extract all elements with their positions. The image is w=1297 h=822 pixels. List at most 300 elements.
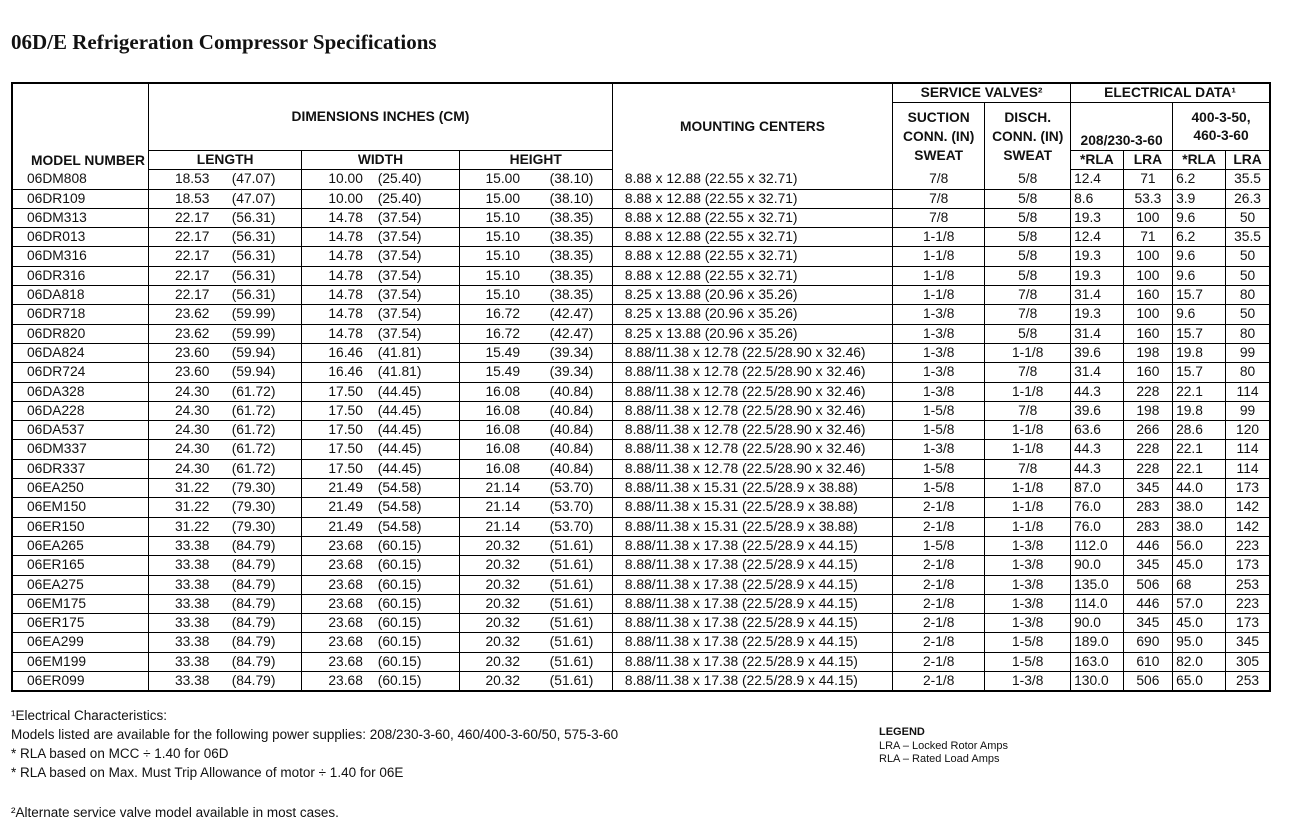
- disch-conn-cell: 7/8: [985, 459, 1071, 478]
- suction-conn-cell: 7/8: [893, 189, 985, 208]
- height-cm-cell: (38.35): [540, 228, 613, 247]
- compressor-spec-table: [11, 82, 1271, 692]
- width-cm-cell: (60.15): [368, 633, 459, 652]
- disch-conn-header: DISCH. CONN. (IN) SWEAT: [985, 103, 1071, 170]
- mounting-centers-cell: 8.88 x 12.88 (22.55 x 32.71): [612, 170, 892, 189]
- disch-conn-cell: 1-1/8: [985, 343, 1071, 362]
- height-cm-cell: (40.84): [540, 421, 613, 440]
- rla-208-cell: 163.0: [1071, 652, 1124, 671]
- length-cm-cell: (61.72): [222, 440, 302, 459]
- width-cm-cell: (44.45): [368, 459, 459, 478]
- rla-460-cell: 19.8: [1173, 401, 1226, 420]
- mounting-centers-cell: 8.88/11.38 x 17.38 (22.5/28.9 x 44.15): [612, 633, 892, 652]
- model-number-cell: 06DA537: [12, 421, 148, 440]
- model-number-cell: 06ER099: [27, 673, 85, 689]
- suction-conn-cell: 1-1/8: [893, 266, 985, 285]
- rla-208-cell: 87.0: [1071, 479, 1124, 498]
- disch-conn-cell: 1-1/8: [985, 517, 1071, 536]
- length-in-cell: 33.38: [148, 633, 221, 652]
- lra-460-cell: 114: [1226, 382, 1270, 401]
- mounting-centers-cell: 8.88/11.38 x 12.78 (22.5/28.90 x 32.46): [612, 363, 892, 382]
- rla-460-cell: 9.6: [1173, 305, 1226, 324]
- lra-208-cell: 228: [1123, 459, 1172, 478]
- suction-conn-cell: 1-3/8: [893, 363, 985, 382]
- suction-conn-cell: 1-1/8: [893, 286, 985, 305]
- length-cm-cell: (79.30): [222, 498, 302, 517]
- lra-460-header: LRA: [1226, 151, 1270, 170]
- height-cm-cell: (53.70): [540, 479, 613, 498]
- length-cm-cell: (84.79): [231, 673, 276, 689]
- length-in-cell: 24.30: [148, 401, 221, 420]
- rla-06e-note: * RLA based on Max. Must Trip Allowance of motor ÷ 1.40 for 06E: [11, 765, 404, 780]
- width-cm-cell: (37.54): [368, 208, 459, 227]
- lra-460-cell: 173: [1226, 479, 1270, 498]
- rla-208-cell: 114.0: [1071, 594, 1124, 613]
- height-cm-cell: (40.84): [540, 401, 613, 420]
- rla-460-cell: 57.0: [1173, 594, 1226, 613]
- lra-208-cell: 160: [1123, 363, 1172, 382]
- mounting-centers-cell: 8.88/11.38 x 17.38 (22.5/28.9 x 44.15): [612, 594, 892, 613]
- rla-460-cell: 82.0: [1173, 652, 1226, 671]
- table-row: [12, 459, 1270, 478]
- width-cm-cell: (37.54): [368, 266, 459, 285]
- lra-460-cell: 35.5: [1226, 170, 1270, 189]
- lra-208-cell: 506: [1123, 575, 1172, 594]
- disch-conn-cell: 7/8: [985, 401, 1071, 420]
- suction-conn-cell: 2-1/8: [893, 498, 985, 517]
- height-in-cell: 15.10: [459, 266, 540, 285]
- width-cm-cell: (60.15): [368, 536, 459, 555]
- height-cm-cell: (53.70): [540, 517, 613, 536]
- height-in-cell: 15.10: [459, 228, 540, 247]
- length-cm-cell: (47.07): [222, 170, 302, 189]
- model-number-cell: 06DR337: [12, 459, 148, 478]
- height-header: HEIGHT: [459, 151, 612, 170]
- suction-conn-cell: 1-3/8: [893, 382, 985, 401]
- lra-460-cell: 80: [1226, 286, 1270, 305]
- width-cm-cell: (44.45): [368, 401, 459, 420]
- rla-460-cell: 28.6: [1173, 421, 1226, 440]
- lra-208-cell: 53.3: [1123, 189, 1172, 208]
- width-cm-cell: (54.58): [368, 498, 459, 517]
- height-in-cell: 20.32: [459, 633, 540, 652]
- length-cm-cell: (56.31): [222, 228, 302, 247]
- rla-208-cell: 19.3: [1071, 266, 1124, 285]
- mounting-centers-cell: 8.88 x 12.88 (22.55 x 32.71): [612, 266, 892, 285]
- lra-460-cell: 99: [1226, 401, 1270, 420]
- mounting-centers-cell: 8.88/11.38 x 17.38 (22.5/28.9 x 44.15): [612, 536, 892, 555]
- width-in-cell: 14.78: [302, 266, 368, 285]
- model-number-cell: 06DA228: [12, 401, 148, 420]
- lra-460-cell: 142: [1226, 517, 1270, 536]
- rla-460-cell: 22.1: [1173, 382, 1226, 401]
- length-in-cell: 18.53: [148, 170, 221, 189]
- legend-rla: RLA – Rated Load Amps: [879, 753, 1000, 765]
- lra-460-cell: 120: [1226, 421, 1270, 440]
- rla-208-header: *RLA: [1071, 151, 1124, 170]
- length-in-cell: 31.22: [148, 479, 221, 498]
- lra-208-cell: 160: [1123, 286, 1172, 305]
- height-cm-cell: (51.61): [540, 614, 613, 633]
- disch-conn-cell: 1-3/8: [985, 556, 1071, 575]
- model-number-cell: 06EM150: [12, 498, 148, 517]
- length-cm-cell: (79.30): [222, 479, 302, 498]
- height-cm-cell: (51.61): [540, 575, 613, 594]
- width-in-cell: 23.68: [302, 556, 368, 575]
- voltage-400-header: 400-3-50, 460-3-60: [1173, 103, 1270, 151]
- rla-208-cell: 31.4: [1071, 324, 1124, 343]
- length-cm-cell: (61.72): [222, 459, 302, 478]
- disch-conn-cell: 7/8: [985, 305, 1071, 324]
- disch-conn-cell: 1-1/8: [985, 440, 1071, 459]
- lra-460-cell: 114: [1226, 459, 1270, 478]
- suction-conn-header: SUCTION CONN. (IN) SWEAT: [893, 103, 985, 170]
- disch-conn-cell: 7/8: [985, 286, 1071, 305]
- table-row: [12, 286, 1270, 305]
- disch-conn-cell: 1-5/8: [985, 652, 1071, 671]
- width-in-cell: 23.68: [302, 633, 368, 652]
- length-header: LENGTH: [148, 151, 301, 170]
- width-cm-cell: (25.40): [368, 170, 459, 189]
- length-cm-cell: (59.99): [222, 324, 302, 343]
- length-in-cell: 18.53: [148, 189, 221, 208]
- model-number-header: MODEL NUMBER: [31, 152, 145, 168]
- mounting-centers-cell: 8.25 x 13.88 (20.96 x 35.26): [612, 324, 892, 343]
- table-row: [12, 556, 1270, 575]
- table-row: [12, 575, 1270, 594]
- rla-208-cell: 44.3: [1071, 459, 1124, 478]
- height-cm-cell: (42.47): [540, 305, 613, 324]
- mounting-centers-cell: 8.88/11.38 x 15.31 (22.5/28.9 x 38.88): [612, 498, 892, 517]
- suction-conn-cell: 2-1/8: [893, 594, 985, 613]
- model-number-cell: 06DA824: [12, 343, 148, 362]
- suction-conn-cell: 1-5/8: [893, 459, 985, 478]
- rla-460-cell: 56.0: [1173, 536, 1226, 555]
- width-cm-cell: (60.15): [368, 575, 459, 594]
- mounting-centers-cell: 8.25 x 13.88 (20.96 x 35.26): [612, 305, 892, 324]
- width-in-cell: 17.50: [302, 440, 368, 459]
- model-number-cell: 06EA275: [12, 575, 148, 594]
- length-in-cell: 23.60: [148, 343, 221, 362]
- rla-208-cell: 90.0: [1071, 614, 1124, 633]
- disch-conn-cell: 5/8: [985, 170, 1071, 189]
- length-cm-cell: (59.99): [222, 305, 302, 324]
- lra-208-cell: 71: [1123, 170, 1172, 189]
- mounting-centers-cell: 8.88/11.38 x 12.78 (22.5/28.90 x 32.46): [612, 421, 892, 440]
- legend: [879, 726, 1008, 767]
- rla-460-cell: 22.1: [1173, 440, 1226, 459]
- width-in-cell: 14.78: [302, 208, 368, 227]
- lra-208-cell: 100: [1123, 247, 1172, 266]
- legend-title: LEGEND: [879, 726, 925, 738]
- lra-208-cell: 446: [1123, 594, 1172, 613]
- width-in-cell: 14.78: [302, 286, 368, 305]
- electrical-data-header: ELECTRICAL DATA¹: [1071, 83, 1270, 103]
- rla-460-cell: 45.0: [1173, 556, 1226, 575]
- disch-conn-cell: 5/8: [985, 208, 1071, 227]
- model-number-cell: 06DM316: [12, 247, 148, 266]
- mounting-centers-cell: 8.88/11.38 x 17.38 (22.5/28.9 x 44.15): [612, 652, 892, 671]
- table-row: [12, 498, 1270, 517]
- model-number-cell: 06EA265: [12, 536, 148, 555]
- rla-208-cell: 39.6: [1071, 343, 1124, 362]
- lra-460-cell: 114: [1226, 440, 1270, 459]
- height-in-cell: 15.00: [459, 189, 540, 208]
- length-in-cell: 22.17: [148, 228, 221, 247]
- lra-208-header: LRA: [1123, 151, 1172, 170]
- width-in-cell: 14.78: [302, 324, 368, 343]
- width-in-cell: 21.49: [302, 479, 368, 498]
- table-row: [12, 363, 1270, 382]
- rla-208-cell: 112.0: [1071, 536, 1124, 555]
- height-in-cell: 15.49: [459, 363, 540, 382]
- width-in-cell: 10.00: [302, 170, 368, 189]
- mounting-centers-cell: 8.88/11.38 x 17.38 (22.5/28.9 x 44.15): [612, 672, 892, 692]
- height-in-cell: 15.10: [459, 208, 540, 227]
- model-number-cell: 06DM337: [12, 440, 148, 459]
- length-in-cell: 33.38: [148, 672, 221, 692]
- lra-208-cell: 610: [1123, 652, 1172, 671]
- width-in-cell: 14.78: [302, 228, 368, 247]
- length-in-cell: 33.38: [148, 536, 221, 555]
- disch-conn-cell: 1-3/8: [985, 614, 1071, 633]
- page-title: 06D/E Refrigeration Compressor Specifications: [11, 30, 437, 54]
- height-in-cell: 16.72: [459, 305, 540, 324]
- width-in-cell: 16.46: [302, 343, 368, 362]
- suction-conn-cell: 1-3/8: [893, 343, 985, 362]
- suction-conn-cell: 1-1/8: [893, 228, 985, 247]
- disch-conn-cell: 1-3/8: [985, 575, 1071, 594]
- disch-conn-cell: 5/8: [985, 228, 1071, 247]
- rla-208-cell: 44.3: [1071, 440, 1124, 459]
- height-in-cell: 16.08: [459, 382, 540, 401]
- rla-460-cell: 3.9: [1173, 189, 1226, 208]
- lra-208-cell: 228: [1123, 440, 1172, 459]
- rla-208-cell: 19.3: [1071, 305, 1124, 324]
- width-cm-cell: (60.15): [368, 556, 459, 575]
- width-cm-cell: (60.15): [368, 652, 459, 671]
- suction-conn-cell: 2-1/8: [893, 517, 985, 536]
- width-in-cell: 14.78: [302, 247, 368, 266]
- table-row: [12, 247, 1270, 266]
- suction-conn-cell: 1-5/8: [893, 421, 985, 440]
- height-cm-cell: (40.84): [540, 440, 613, 459]
- rla-208-cell: 189.0: [1071, 633, 1124, 652]
- mounting-centers-cell: 8.88/11.38 x 15.31 (22.5/28.9 x 38.88): [612, 479, 892, 498]
- lra-460-cell: 80: [1226, 363, 1270, 382]
- disch-conn-cell: 7/8: [985, 363, 1071, 382]
- height-in-cell: 20.32: [459, 536, 540, 555]
- width-cm-cell: (44.45): [368, 382, 459, 401]
- disch-conn-cell: 5/8: [985, 266, 1071, 285]
- rla-460-cell: 45.0: [1173, 614, 1226, 633]
- length-cm-cell: (61.72): [222, 421, 302, 440]
- lra-460-cell: 50: [1226, 247, 1270, 266]
- height-in-cell: 15.49: [459, 343, 540, 362]
- rla-460-cell: 22.1: [1173, 459, 1226, 478]
- width-cm-cell: (41.81): [368, 363, 459, 382]
- model-number-cell: 06DR724: [12, 363, 148, 382]
- rla-460-cell: 6.2: [1173, 170, 1226, 189]
- suction-conn-cell: 1-5/8: [893, 479, 985, 498]
- suction-conn-cell: 1-1/8: [893, 247, 985, 266]
- width-cm-cell: (44.45): [368, 440, 459, 459]
- width-in-cell: 17.50: [302, 401, 368, 420]
- table-row: [12, 324, 1270, 343]
- legend-lra: LRA – Locked Rotor Amps: [879, 739, 1009, 752]
- suction-conn-cell: 1-3/8: [893, 305, 985, 324]
- lra-208-cell: 266: [1123, 421, 1172, 440]
- table-row: [12, 343, 1270, 362]
- mounting-centers-cell: 8.88 x 12.88 (22.55 x 32.71): [612, 228, 892, 247]
- length-in-cell: 31.22: [148, 498, 221, 517]
- alt-valve-note: ²Alternate service valve model available in most cases.: [11, 805, 339, 820]
- length-in-cell: 33.38: [148, 594, 221, 613]
- length-in-cell: 22.17: [148, 247, 221, 266]
- rla-460-cell: 9.6: [1173, 266, 1226, 285]
- height-in-cell: 16.08: [459, 440, 540, 459]
- width-in-cell: 23.68: [302, 536, 368, 555]
- table-row: [12, 382, 1270, 401]
- disch-conn-cell: 1-1/8: [985, 479, 1071, 498]
- table-row: [12, 440, 1270, 459]
- rla-208-cell: 63.6: [1071, 421, 1124, 440]
- table-row: [12, 633, 1270, 652]
- lra-208-cell: 283: [1123, 517, 1172, 536]
- suction-conn-cell: 2-1/8: [893, 575, 985, 594]
- rla-460-cell: 15.7: [1173, 324, 1226, 343]
- height-cm-cell: (51.61): [540, 556, 613, 575]
- height-cm-cell: (51.61): [540, 652, 613, 671]
- length-in-cell: 22.17: [148, 208, 221, 227]
- model-number-cell: 06DR820: [12, 324, 148, 343]
- height-cm-cell: (51.61): [540, 536, 613, 555]
- rla-460-cell: 65.0: [1173, 672, 1226, 692]
- height-cm-cell: (53.70): [540, 498, 613, 517]
- lra-208-cell: 228: [1123, 382, 1172, 401]
- disch-conn-cell: 1-3/8: [985, 672, 1071, 692]
- rla-208-cell: 76.0: [1071, 498, 1124, 517]
- length-cm-cell: (61.72): [222, 401, 302, 420]
- length-cm-cell: (59.94): [222, 363, 302, 382]
- model-number-cell: 06ER150: [12, 517, 148, 536]
- suction-conn-cell: 1-5/8: [893, 536, 985, 555]
- suction-conn-cell: 2-1/8: [893, 556, 985, 575]
- length-in-cell: 33.38: [148, 614, 221, 633]
- disch-conn-cell: 5/8: [985, 324, 1071, 343]
- lra-208-cell: 345: [1123, 614, 1172, 633]
- table-row: [12, 189, 1270, 208]
- height-cm-cell: (38.35): [540, 247, 613, 266]
- rla-460-cell: 38.0: [1173, 517, 1226, 536]
- height-in-cell: 21.14: [459, 479, 540, 498]
- length-cm-cell: (47.07): [222, 189, 302, 208]
- table-row: [12, 479, 1270, 498]
- length-in-cell: 24.30: [148, 459, 221, 478]
- rla-460-cell: 9.6: [1173, 208, 1226, 227]
- mounting-centers-cell: 8.88/11.38 x 12.78 (22.5/28.90 x 32.46): [612, 382, 892, 401]
- width-in-cell: 23.68: [302, 614, 368, 633]
- length-in-cell: 23.60: [148, 363, 221, 382]
- length-cm-cell: (84.79): [222, 614, 302, 633]
- length-cm-cell: (56.31): [222, 247, 302, 266]
- rla-208-cell: 31.4: [1071, 286, 1124, 305]
- suction-conn-cell: 7/8: [893, 170, 985, 189]
- height-cm-cell: (38.10): [540, 170, 613, 189]
- width-in-cell: 17.50: [302, 421, 368, 440]
- disch-conn-cell: 1-3/8: [985, 536, 1071, 555]
- rla-208-cell: 8.6: [1071, 189, 1124, 208]
- length-cm-cell: (56.31): [222, 266, 302, 285]
- mounting-centers-cell: 8.88/11.38 x 17.38 (22.5/28.9 x 44.15): [612, 614, 892, 633]
- length-cm-cell: (59.94): [222, 343, 302, 362]
- mounting-centers-cell: 8.88/11.38 x 17.38 (22.5/28.9 x 44.15): [612, 575, 892, 594]
- length-in-cell: 22.17: [148, 286, 221, 305]
- lra-460-cell: 35.5: [1226, 228, 1270, 247]
- rla-208-cell: 12.4: [1071, 170, 1124, 189]
- rla-208-cell: 31.4: [1071, 363, 1124, 382]
- width-in-cell: 21.49: [302, 517, 368, 536]
- height-in-cell: 16.08: [459, 421, 540, 440]
- mounting-centers-cell: 8.88 x 12.88 (22.55 x 32.71): [612, 208, 892, 227]
- footnotes: [11, 706, 618, 822]
- length-cm-cell: (84.79): [222, 556, 302, 575]
- table-row: [12, 421, 1270, 440]
- mounting-centers-cell: 8.88/11.38 x 12.78 (22.5/28.90 x 32.46): [612, 401, 892, 420]
- model-number-cell: 06EA250: [12, 479, 148, 498]
- model-number-cell: 06DM808: [12, 170, 148, 189]
- model-number-cell: 06EM175: [12, 594, 148, 613]
- lra-208-cell: 100: [1123, 208, 1172, 227]
- model-number-cell: 06DR316: [12, 266, 148, 285]
- width-in-cell: 17.50: [302, 382, 368, 401]
- table-row: [12, 305, 1270, 324]
- length-cm-cell: (84.79): [222, 536, 302, 555]
- lra-208-cell: 100: [1123, 266, 1172, 285]
- suction-conn-cell: 1-5/8: [893, 401, 985, 420]
- width-cm-cell: (60.15): [368, 614, 459, 633]
- width-in-cell: 10.00: [302, 189, 368, 208]
- mounting-centers-cell: 8.88/11.38 x 15.31 (22.5/28.9 x 38.88): [612, 517, 892, 536]
- lra-460-cell: 142: [1226, 498, 1270, 517]
- lra-460-cell: 305: [1226, 652, 1270, 671]
- width-cm-cell: (37.54): [368, 286, 459, 305]
- table-body: [12, 170, 1270, 692]
- lra-208-cell: 446: [1123, 536, 1172, 555]
- electrical-note-title: ¹Electrical Characteristics:: [11, 708, 168, 723]
- rla-208-cell: 12.4: [1071, 228, 1124, 247]
- rla-460-cell: 9.6: [1173, 247, 1226, 266]
- table-row: [12, 614, 1270, 633]
- rla-460-header: *RLA: [1173, 151, 1226, 170]
- height-in-cell: 15.00: [459, 170, 540, 189]
- table-row: [12, 517, 1270, 536]
- table-row: [12, 170, 1270, 189]
- width-cm-cell: (37.54): [368, 324, 459, 343]
- model-number-cell: 06EM199: [12, 652, 148, 671]
- length-cm-cell: (56.31): [222, 208, 302, 227]
- mounting-centers-cell: 8.88 x 12.88 (22.55 x 32.71): [612, 189, 892, 208]
- lra-208-cell: 345: [1123, 479, 1172, 498]
- lra-460-cell: 253: [1226, 672, 1270, 692]
- length-in-cell: 33.38: [148, 575, 221, 594]
- length-cm-cell: (61.72): [222, 382, 302, 401]
- rla-208-cell: 19.3: [1071, 208, 1124, 227]
- lra-460-cell: 173: [1226, 614, 1270, 633]
- rla-460-cell: 38.0: [1173, 498, 1226, 517]
- width-in-cell: 14.78: [302, 305, 368, 324]
- rla-460-cell: 68: [1173, 575, 1226, 594]
